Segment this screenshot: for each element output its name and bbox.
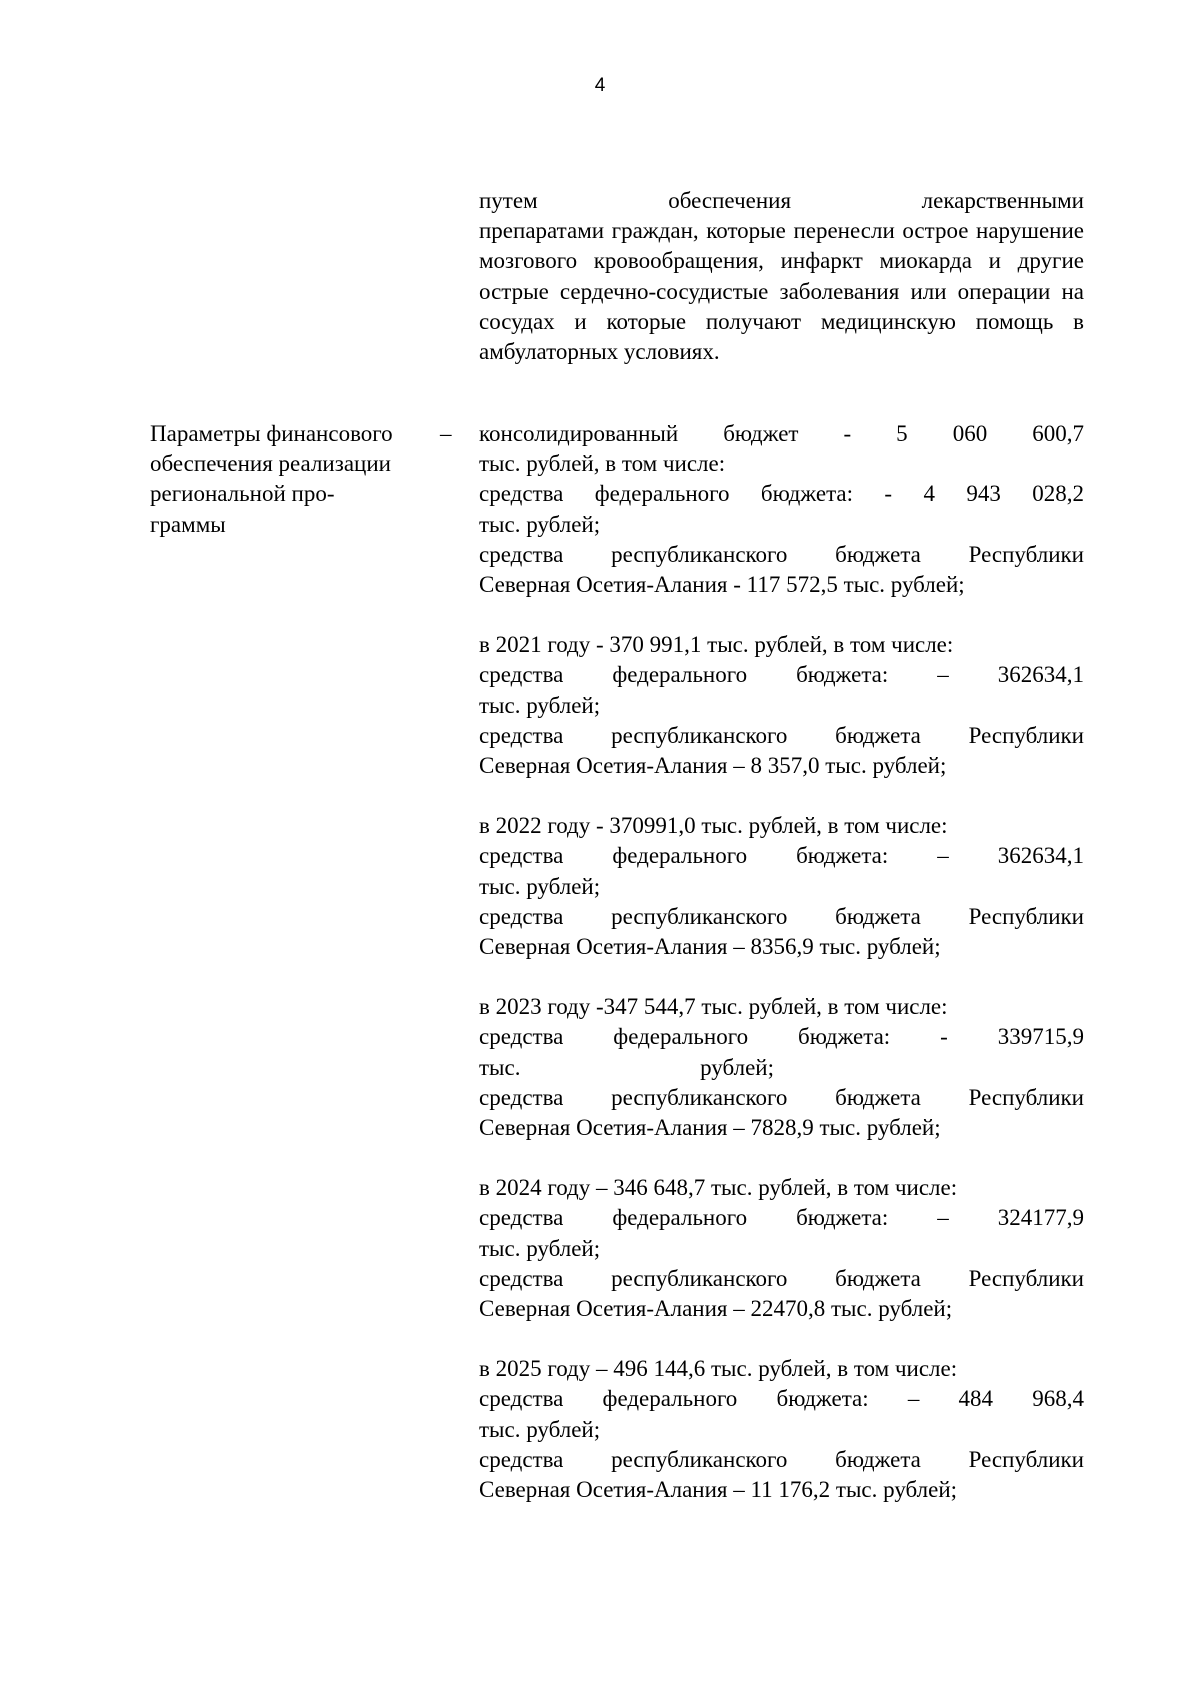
year-heading: в 2025 году – 496 144,6 тыс. рублей, в том числе:: [479, 1356, 958, 1382]
federal-line: тыс. рублей;: [479, 511, 601, 537]
total-line: тыс. рублей, в том числе:: [479, 451, 726, 477]
federal-line: тыс. рублей;: [479, 1416, 601, 1442]
republic-line: Северная Осетия-Алания – 8356,9 тыс. рублей;: [479, 934, 941, 960]
republic-line: Северная Осетия-Алания – 22470,8 тыс. рублей;: [479, 1296, 953, 1322]
federal-line: средства федерального бюджета: – 362634,1: [479, 662, 1084, 688]
republic-line: Северная Осетия-Алания - 117 572,5 тыс. рублей;: [479, 572, 965, 598]
section-dash: –: [440, 421, 452, 446]
year-block-2021: [479, 630, 1084, 781]
year-block-2024: [479, 1173, 1084, 1324]
section-label-line: региональной про-: [150, 481, 335, 507]
year-block-2023: [479, 992, 1084, 1143]
year-heading: в 2023 году -347 544,7 тыс. рублей, в том числе:: [479, 994, 948, 1020]
federal-line: средства федерального бюджета: - 339715,9: [479, 1024, 1084, 1050]
year-heading: в 2024 году – 346 648,7 тыс. рублей, в том числе:: [479, 1175, 958, 1201]
federal-line: средства федерального бюджета: – 362634,1: [479, 843, 1084, 869]
intro-text: препаратами граждан, которые перенесли острое нарушение мозгового кровообращения, инфаркт миокарда и другие острые сердечно-сосудистые заболевания или операции на сосудах и которые получают медицинскую помощь в амбулаторных условиях.: [479, 218, 1084, 365]
year-block-2025: [479, 1354, 1084, 1505]
republic-line: средства республиканского бюджета Республики: [479, 1084, 1084, 1110]
republic-line: Северная Осетия-Алания – 11 176,2 тыс. рублей;: [479, 1477, 958, 1503]
republic-line: Северная Осетия-Алания – 8 357,0 тыс. рублей;: [479, 753, 947, 779]
year-block-2022: [479, 811, 1084, 962]
republic-line: средства республиканского бюджета Республики: [479, 903, 1084, 929]
section-label-line: граммы: [150, 511, 226, 537]
intro-line-1: путем обеспечения лекарственными: [479, 188, 1084, 213]
total-budget: [479, 419, 1084, 600]
total-line: консолидированный бюджет - 5 060 600,7: [479, 421, 1084, 446]
financing-block: [479, 419, 1084, 1505]
republic-line: средства республиканского бюджета Республики: [479, 722, 1084, 748]
federal-line: тыс. рублей;: [479, 692, 601, 718]
federal-line: тыс. рублей;: [479, 1235, 601, 1261]
federal-line: средства федерального бюджета: – 484 968,4: [479, 1386, 1084, 1412]
federal-line: средства федерального бюджета: - 4 943 028,2: [479, 481, 1084, 507]
section-label-line: Параметры финансового: [150, 421, 393, 446]
republic-line: Северная Осетия-Алания – 7828,9 тыс. рублей;: [479, 1115, 941, 1141]
section-label-line: обеспечения реализации: [150, 451, 391, 477]
republic-line: средства республиканского бюджета Республики: [479, 541, 1084, 567]
intro-paragraph: [479, 186, 1084, 367]
year-heading: в 2022 году - 370991,0 тыс. рублей, в том числе:: [479, 813, 948, 839]
federal-line: тыс. рублей;: [479, 1054, 774, 1080]
republic-line: средства республиканского бюджета Республики: [479, 1265, 1084, 1291]
year-heading: в 2021 году - 370 991,1 тыс. рублей, в том числе:: [479, 632, 954, 658]
page-number: 4: [594, 75, 606, 96]
federal-line: тыс. рублей;: [479, 873, 601, 899]
section-label: [150, 419, 460, 540]
federal-line: средства федерального бюджета: – 324177,9: [479, 1205, 1084, 1231]
republic-line: средства республиканского бюджета Республики: [479, 1446, 1084, 1472]
